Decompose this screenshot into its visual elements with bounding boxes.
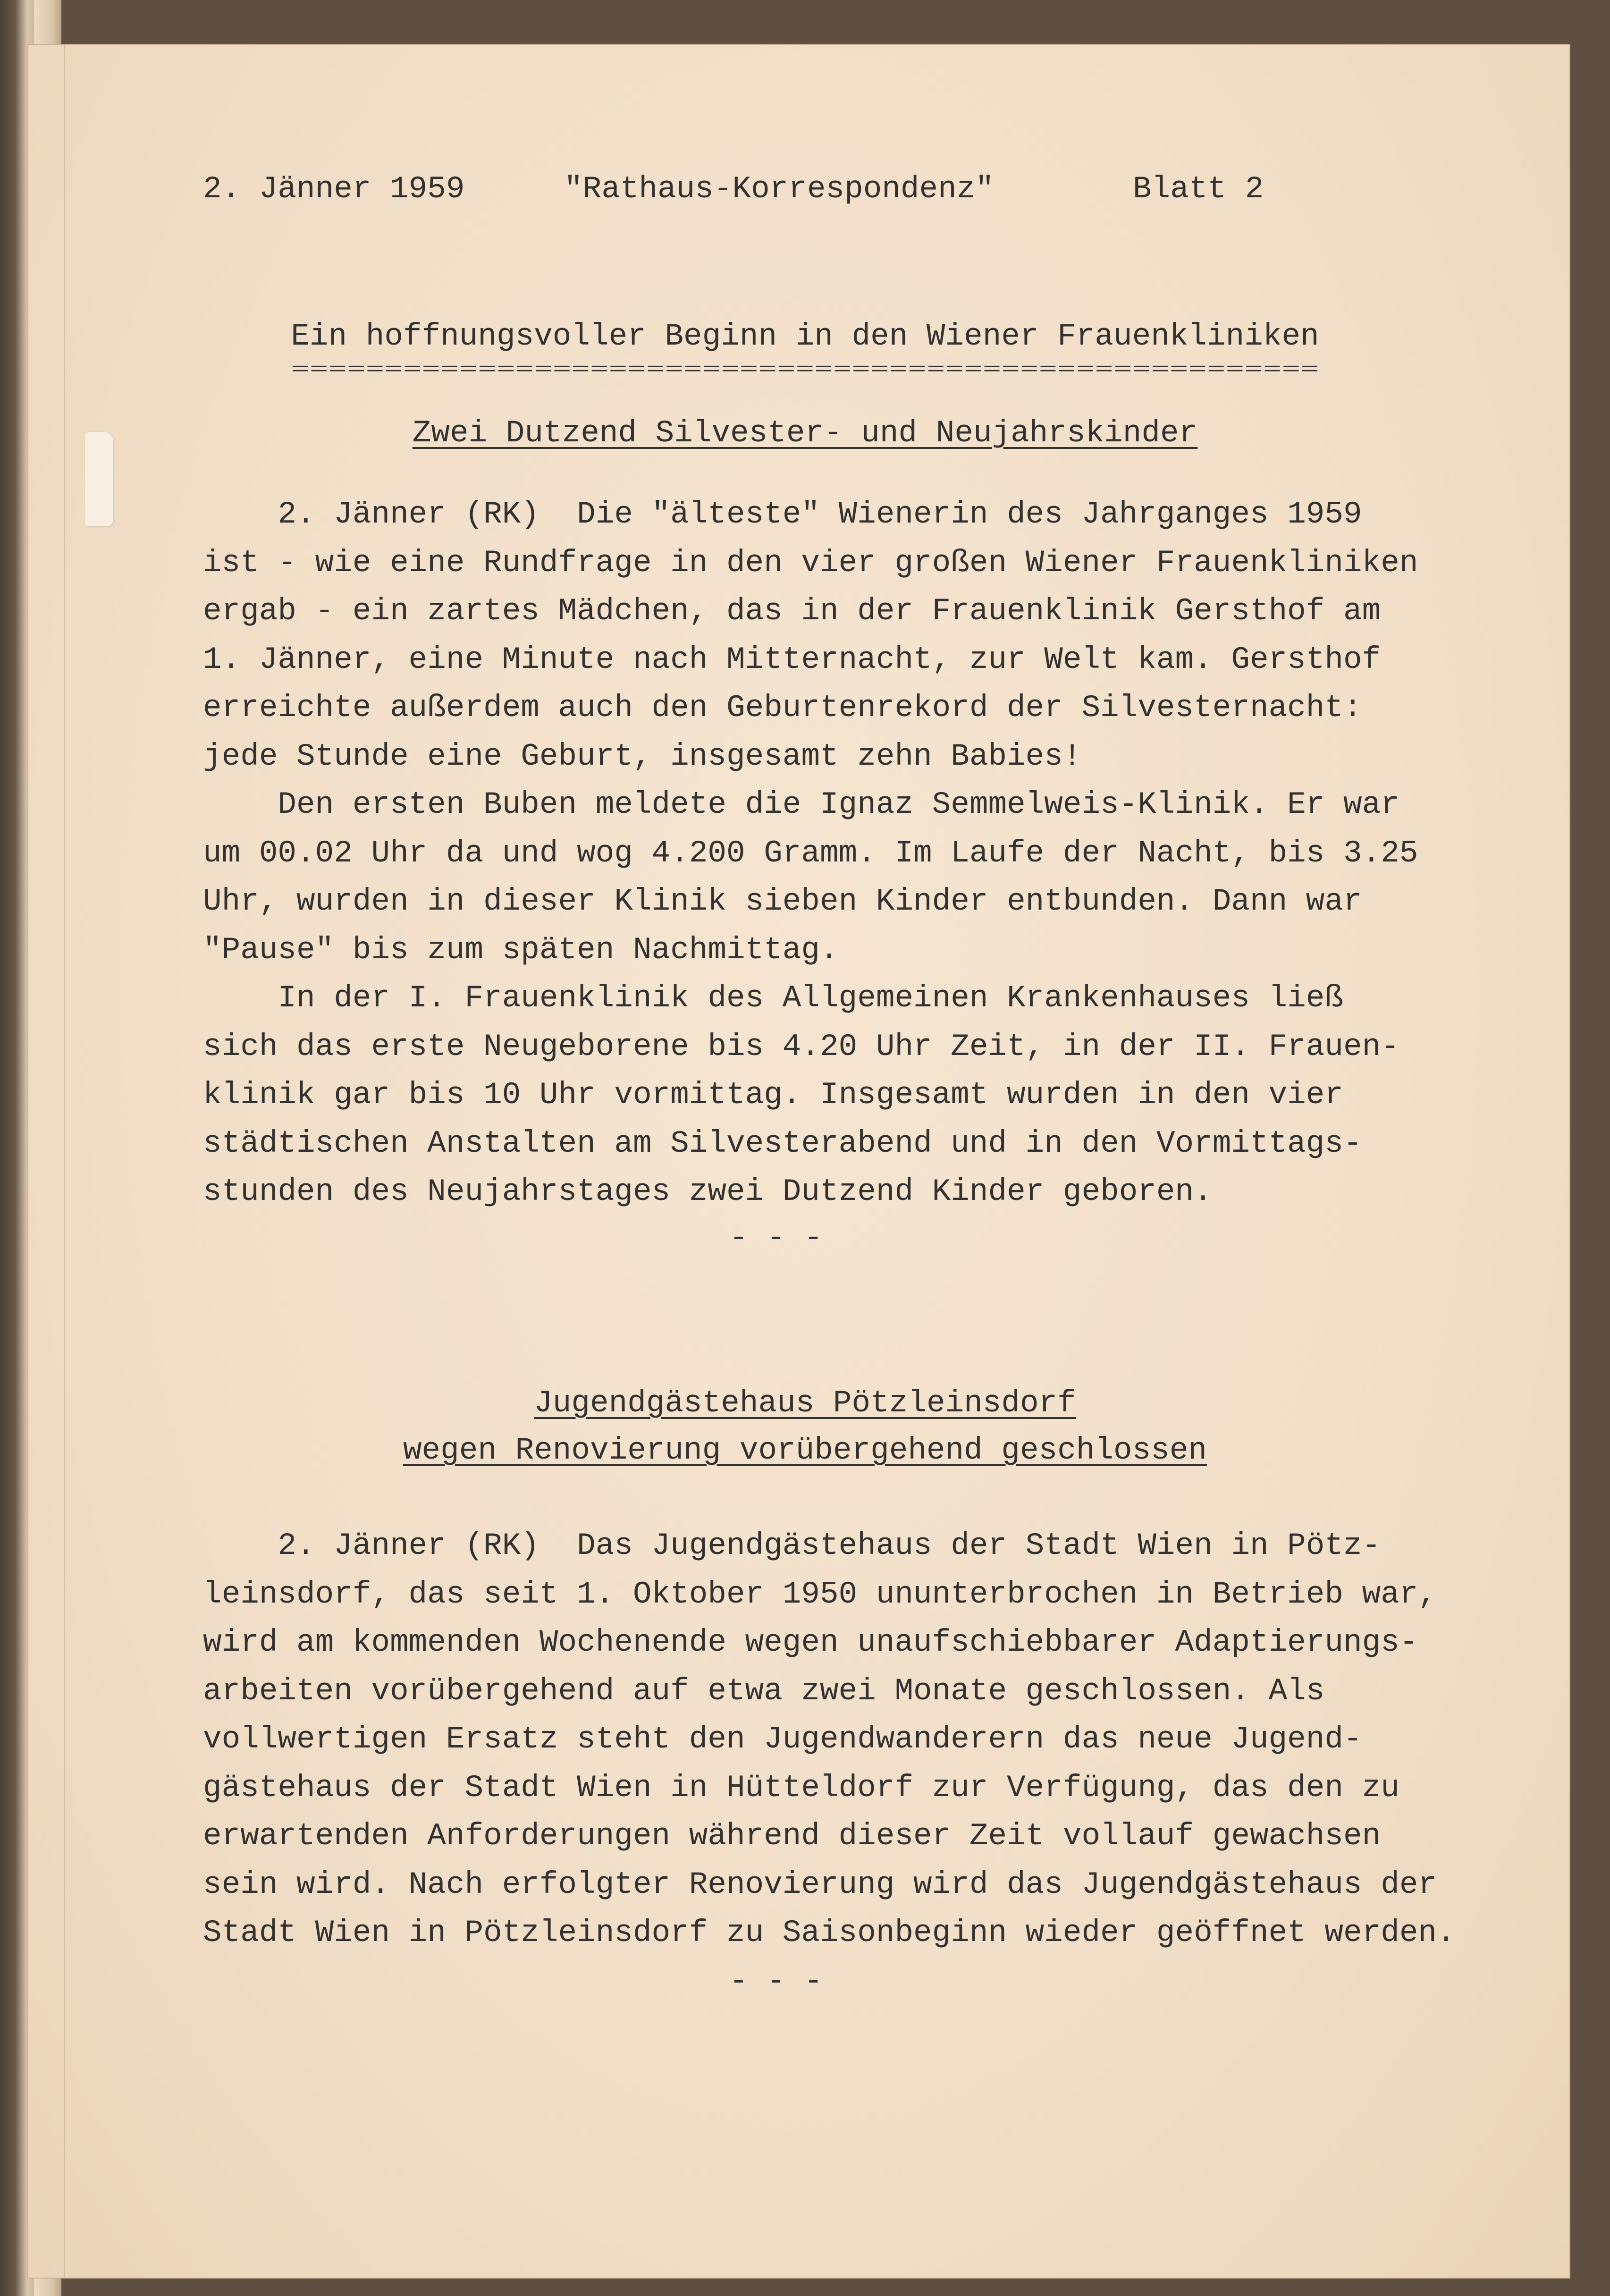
article1-title: Ein hoffnungsvoller Beginn in den Wiener Frauenkliniken	[291, 319, 1319, 354]
article2-separator: - - -	[729, 1964, 823, 1999]
article1-separator: - - -	[729, 1220, 823, 1256]
article2-title-line2: wegen Renovierung vorübergehend geschlossen	[403, 1433, 1207, 1468]
article1-line: 2. Jänner (RK) Die "älteste" Wienerin des Jahrganges 1959	[203, 497, 1362, 532]
article1-line: Uhr, wurden in dieser Klinik sieben Kinder entbunden. Dann war	[203, 884, 1362, 919]
article2-line: sein wird. Nach erfolgter Renovierung wird das Jugendgästehaus der	[203, 1867, 1437, 1902]
article1-line: jede Stunde eine Geburt, insgesamt zehn Babies!	[203, 739, 1082, 774]
header-sheet-number: Blatt 2	[1133, 171, 1264, 207]
article1-line: um 00.02 Uhr da und wog 4.200 Gramm. Im Laufe der Nacht, bis 3.25	[203, 836, 1418, 871]
article1-line: stunden des Neujahrstages zwei Dutzend Kinder geboren.	[203, 1174, 1213, 1209]
header-publication: "Rathaus-Korrespondenz"	[564, 171, 994, 207]
article1-line: klinik gar bis 10 Uhr vormittag. Insgesamt wurden in den vier	[203, 1077, 1343, 1113]
article2-line: erwartenden Anforderungen während dieser Zeit vollauf gewachsen	[203, 1818, 1381, 1854]
article2-line: vollwertigen Ersatz steht den Jugendwanderern das neue Jugend-	[203, 1722, 1362, 1757]
article1-line: Den ersten Buben meldete die Ignaz Semmelweis-Klinik. Er war	[203, 787, 1399, 822]
header-date: 2. Jänner 1959	[203, 171, 465, 207]
article1-line: ist - wie eine Rundfrage in den vier großen Wiener Frauenkliniken	[203, 545, 1418, 581]
article1-line: 1. Jänner, eine Minute nach Mitternacht, zur Welt kam. Gersthof	[203, 642, 1381, 677]
article2-line: leinsdorf, das seit 1. Oktober 1950 ununterbrochen in Betrieb war,	[203, 1577, 1437, 1612]
article1-line: In der I. Frauenklinik des Allgemeinen Krankenhauses ließ	[203, 980, 1343, 1016]
article1-title-rule: =======================================================	[291, 360, 1319, 380]
article1-subtitle: Zwei Dutzend Silvester- und Neujahrskinder	[412, 415, 1198, 451]
article1-line: sich das erste Neugeborene bis 4.20 Uhr Zeit, in der II. Frauen-	[203, 1029, 1399, 1064]
article2-line: arbeiten vorübergehend auf etwa zwei Monate geschlossen. Als	[203, 1673, 1325, 1709]
article2-title-line1: Jugendgästehaus Pötzleinsdorf	[534, 1385, 1076, 1421]
article1-line: städtischen Anstalten am Silvesterabend und in den Vormittags-	[203, 1126, 1362, 1161]
article2-line: Stadt Wien in Pötzleinsdorf zu Saisonbeginn wieder geöffnet werden.	[203, 1915, 1456, 1950]
article1-line: "Pause" bis zum späten Nachmittag.	[203, 932, 839, 968]
article2-line: gästehaus der Stadt Wien in Hütteldorf zur Verfügung, das den zu	[203, 1770, 1399, 1806]
article2-line: wird am kommenden Wochenende wegen unaufschiebbarer Adaptierungs-	[203, 1625, 1418, 1660]
article1-line: erreichte außerdem auch den Geburtenrekord der Silvesternacht:	[203, 690, 1362, 726]
article1-line: ergab - ein zartes Mädchen, das in der Frauenklinik Gersthof am	[203, 593, 1381, 629]
article2-line: 2. Jänner (RK) Das Jugendgästehaus der Stadt Wien in Pötz-	[203, 1528, 1381, 1563]
